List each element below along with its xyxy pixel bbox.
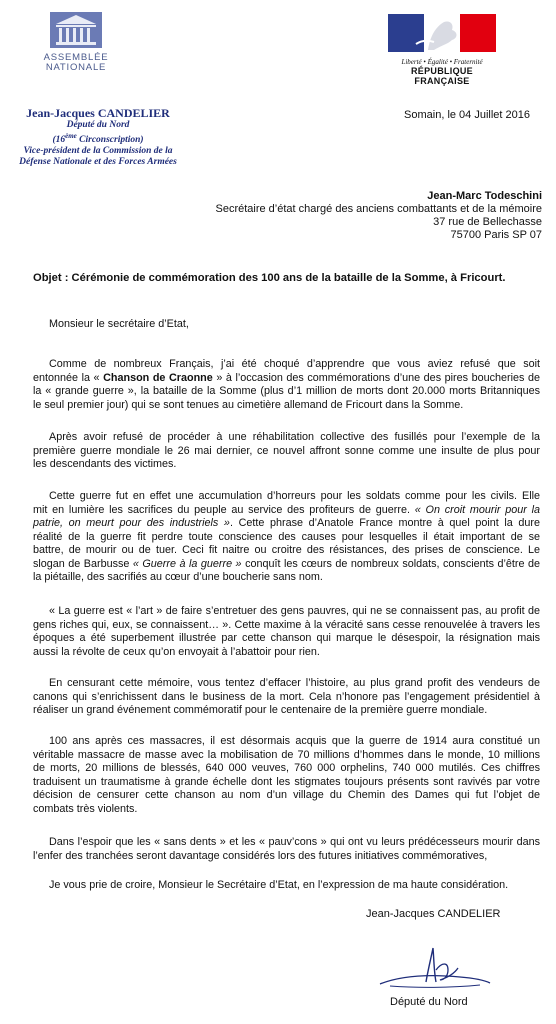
paragraph-5: En censurant cette mémoire, vous tentez d’effacer l’histoire, au plus grand profit des vendeurs de canons qui s’enrichissent dans le business de la mort. Cela n’honore pas l’engagement présidentiel à réaliser un grand événement commémoratif pour le centenaire de la première guerre mondiale. bbox=[33, 677, 540, 716]
assemblee-nationale-logo bbox=[38, 12, 114, 73]
sender-line4: Défense Nationale et des Forces Armées bbox=[19, 157, 177, 168]
paragraph-8: Je vous prie de croire, Monsieur le Secrétaire d’Etat, en l’expression de ma haute considération. bbox=[49, 879, 509, 891]
paragraph-3: Cette guerre fut en effet une accumulation d’horreurs pour les soldats comme pour les civils. Elle mit en lumière les sacrifices du peuple au service des profiteurs de guerre. « On croit mourir pour la patrie, on meurt pour des industriels ». Cette phrase d’Anatole France montre à quel point la dure réalité de la guerre fit perdre toute conscience des causes pour lesquelles il était important de se battre, de mourir ou de tuer. Ceci fit naitre ou croitre des résistances, des prises de conscience. Le slogan de Barbusse « Guerre à la guerre » conquît les cœurs de nombreux soldats, conscients d’être de la piétaille, des sacrifiés au cœur d’une boucherie sans nom. bbox=[33, 490, 541, 583]
paragraph-2: Après avoir refusé de procéder à une réhabilitation collective des fusillés pour l’exemple de la première guerre mondiale le 26 mai dernier, ce nouvel affront sonne comme une insulte de plus pour les descendants des victimes. bbox=[33, 431, 540, 470]
place-date: Somain, le 04 Juillet 2016 bbox=[404, 109, 530, 121]
rf-motto: Liberté • Égalité • Fraternité bbox=[401, 58, 483, 66]
recipient-title: Secrétaire d’état chargé des anciens combattants et de la mémoire bbox=[215, 203, 542, 215]
marianne-flag-icon bbox=[388, 14, 496, 52]
sender-line3: Vice-président de la Commission de la bbox=[23, 146, 173, 157]
handwritten-signature bbox=[376, 940, 494, 994]
sender-line1: Député du Nord bbox=[66, 120, 130, 130]
an-logo-line1: ASSEMBLÉE bbox=[43, 52, 109, 63]
an-logo-line2: NATIONALE bbox=[45, 62, 107, 73]
rf-name: RÉPUBLIQUE FRANÇAISE bbox=[410, 66, 473, 86]
recipient-city: 75700 Paris SP 07 bbox=[450, 229, 542, 241]
recipient-name: Jean-Marc Todeschini bbox=[427, 190, 542, 202]
sender-line2: (16ème Circonscription) bbox=[52, 132, 144, 146]
closing-role: Député du Nord bbox=[390, 996, 468, 1008]
paragraph-1: Comme de nombreux Français, j’ai été choqué d’apprendre que vous aviez refusé que soit entonnée la « Chanson de Craonne » à l’occasion des commémorations d’une des pires boucheries de la « grande guerre », la bataille de la Somme (plus d’1 million de morts dont 20.000 morts Britanniques le seul premier jour) qui se sont tenues au cimetière allemand de Fricourt dans la Somme. bbox=[33, 358, 540, 411]
assemblee-building-icon bbox=[50, 12, 102, 48]
closing-name: Jean-Jacques CANDELIER bbox=[366, 908, 501, 920]
recipient-street: 37 rue de Bellechasse bbox=[433, 216, 542, 228]
salutation: Monsieur le secrétaire d’Etat, bbox=[49, 318, 189, 330]
republique-francaise-logo bbox=[388, 14, 496, 86]
subject-line: Objet : Cérémonie de commémoration des 100 ans de la bataille de la Somme, à Fricourt. bbox=[33, 272, 506, 284]
recipient-block bbox=[215, 190, 542, 242]
paragraph-7: Dans l’espoir que les « sans dents » et les « pauv’cons » qui ont vu leurs prédécesseurs mourir dans l’enfer des tranchées seront davantage considérés lors des futures initiatives commémoratives, bbox=[33, 836, 540, 862]
sender-block bbox=[0, 108, 196, 168]
sender-name: Jean-Jacques CANDELIER bbox=[26, 106, 170, 120]
paragraph-6: 100 ans après ces massacres, il est désormais acquis que la guerre de 1914 aura constitué un véritable massacre de masse avec la mobilisation de 70 millions d’hommes dans le monde, 10 millions de morts, 20 millions de blessés, 640 000 veuves, 760 000 orphelins, 740 000 mutilés. Ces chiffres traduisent un traumatisme à grande échelle dont les stigmates toujours présents sont ravivés par votre décision de censurer cette chanson au nom d’un village du Chemin des Dames qui fut l’objet de combats très violents. bbox=[33, 735, 540, 815]
paragraph-4: « La guerre est « l’art » de faire s’entretuer des gens pauvres, qui ne se connaissent pas, au profit de gens riches qui, eux, se connaissent… ». Cette maxime à la véracité sans cesse renouvelée à travers les époques a été superbement illustrée par cette chanson qui marque le désespoir, la résignation mais aussi la révolte de ceux qu’on envoyait à l’abattoir pour rien. bbox=[33, 605, 540, 658]
